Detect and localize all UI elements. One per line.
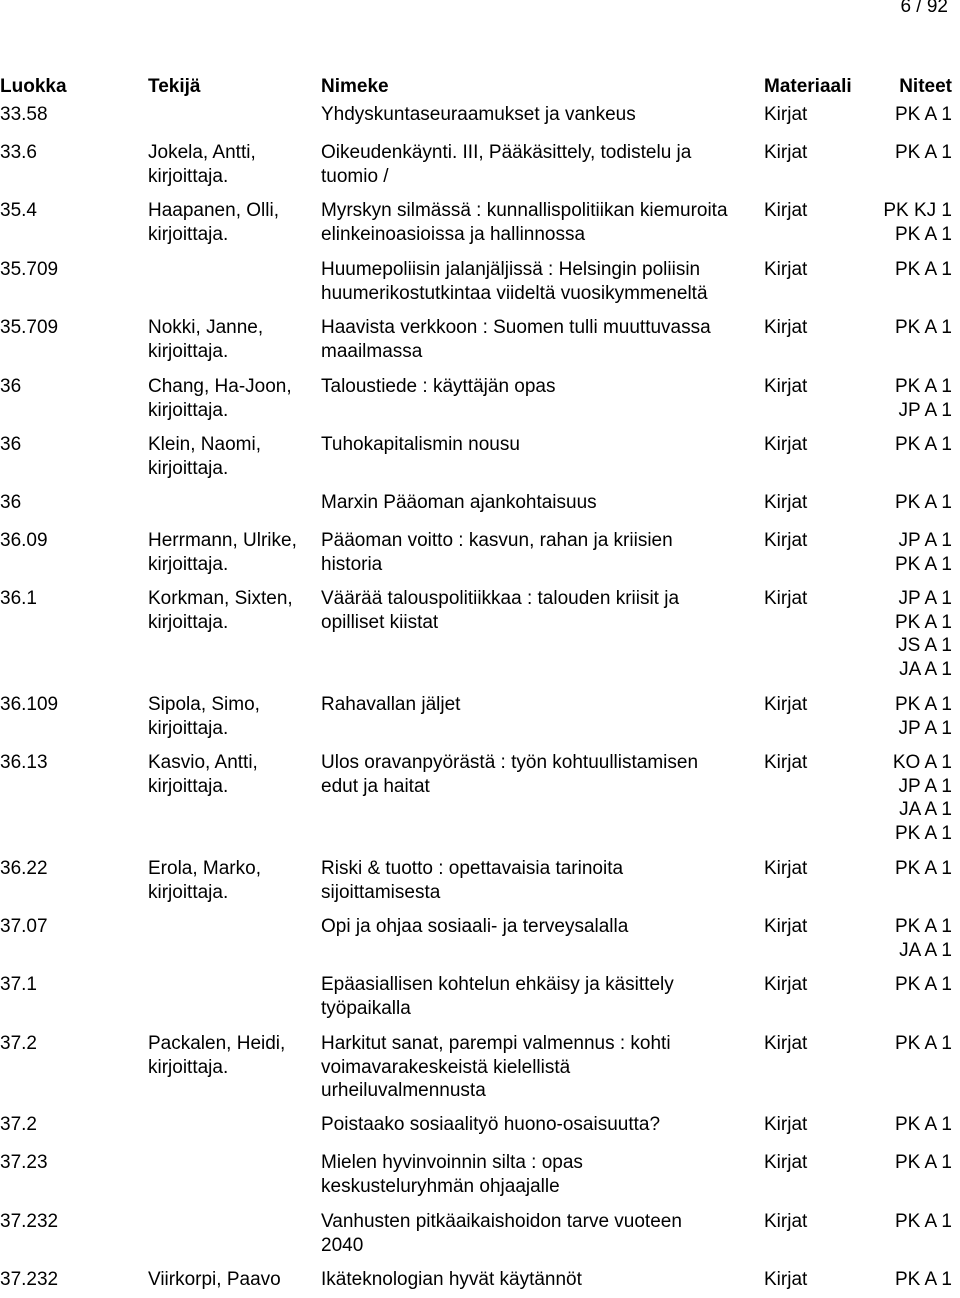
author-cell: Packalen, Heidi, kirjoittaja. [148, 1033, 286, 1078]
material-cell: Kirjat [764, 974, 808, 995]
class-cell: 37.1 [0, 974, 37, 995]
table-row [0, 199, 960, 245]
title-cell: Ulos oravanpyörästä : työn kohtuullistamisen edut ja haitat [321, 752, 699, 797]
table-row [0, 491, 960, 521]
title-cell: Ikäteknologian hyvät käytännöt [321, 1269, 582, 1290]
copies-cell: JP A 1 PK A 1 JS A 1 JA A 1 [894, 588, 952, 680]
class-cell: 36.109 [0, 694, 59, 715]
table-row [0, 857, 960, 903]
table-row [0, 258, 960, 304]
title-cell: Haavista verkkoon : Suomen tulli muuttuvassa maailmassa [321, 317, 711, 362]
table-row [0, 915, 960, 961]
class-cell: 37.07 [0, 916, 48, 937]
class-cell: 36.22 [0, 858, 48, 879]
material-cell: Kirjat [764, 858, 808, 879]
copies-cell: PK A 1 [894, 492, 952, 513]
author-cell: Sipola, Simo, kirjoittaja. [148, 694, 260, 739]
class-cell: 37.2 [0, 1114, 37, 1135]
table-row [0, 1032, 960, 1101]
copies-cell: PK A 1 [894, 434, 952, 455]
material-cell: Kirjat [764, 104, 808, 125]
class-cell: 33.6 [0, 142, 37, 163]
material-cell: Kirjat [764, 1114, 808, 1135]
material-cell: Kirjat [764, 259, 808, 280]
material-cell: Kirjat [764, 1033, 808, 1054]
class-cell: 36.13 [0, 752, 48, 773]
class-cell: 37.2 [0, 1033, 37, 1054]
material-cell: Kirjat [764, 916, 808, 937]
class-cell: 37.232 [0, 1269, 59, 1290]
copies-cell: PK A 1 [894, 974, 952, 995]
page-number: 6 / 92 [900, 0, 948, 17]
copies-cell: PK A 1 [894, 1152, 952, 1173]
material-cell: Kirjat [764, 376, 808, 397]
table-row [0, 103, 960, 133]
title-cell: Taloustiede : käyttäjän opas [321, 376, 556, 397]
class-cell: 36 [0, 434, 22, 455]
copies-cell: PK A 1 JP A 1 [894, 376, 952, 421]
author-cell: Viirkorpi, Paavo [148, 1269, 281, 1290]
title-cell: Vanhusten pitkäaikaishoidon tarve vuoteen 2040 [321, 1211, 682, 1256]
table-row [0, 693, 960, 739]
title-cell: Tuhokapitalismin nousu [321, 434, 520, 455]
author-cell: Erola, Marko, kirjoittaja. [148, 858, 261, 903]
table-row [0, 1210, 960, 1256]
material-cell: Kirjat [764, 530, 808, 551]
class-cell: 36 [0, 492, 22, 513]
author-cell: Chang, Ha-Joon, kirjoittaja. [148, 376, 292, 421]
copies-cell: PK A 1 [894, 1269, 952, 1290]
copies-cell: PK A 1 [894, 104, 952, 125]
title-cell: Opi ja ohjaa sosiaali- ja terveysalalla [321, 916, 629, 937]
copies-cell: JP A 1 PK A 1 [894, 530, 952, 575]
material-cell: Kirjat [764, 492, 808, 513]
material-cell: Kirjat [764, 752, 808, 773]
material-cell: Kirjat [764, 1152, 808, 1173]
title-cell: Marxin Pääoman ajankohtaisuus [321, 492, 597, 513]
title-cell: Huumepoliisin jalanjäljissä : Helsingin poliisin huumerikostutkintaa viideltä vuosikymmeneltä [321, 259, 708, 304]
header-nimeke: Nimeke [321, 76, 389, 97]
author-cell: Haapanen, Olli, kirjoittaja. [148, 200, 279, 245]
copies-cell: PK KJ 1 PK A 1 [883, 200, 952, 245]
copies-cell: PK A 1 [894, 259, 952, 280]
material-cell: Kirjat [764, 317, 808, 338]
class-cell: 35.709 [0, 317, 59, 338]
copies-cell: PK A 1 [894, 317, 952, 338]
copies-cell: PK A 1 [894, 1211, 952, 1232]
author-cell: Herrmann, Ulrike, kirjoittaja. [148, 530, 297, 575]
class-cell: 36.1 [0, 588, 37, 609]
author-cell: Jokela, Antti, kirjoittaja. [148, 142, 256, 187]
material-cell: Kirjat [764, 694, 808, 715]
table-row [0, 973, 960, 1019]
title-cell: Riski & tuotto : opettavaisia tarinoita sijoittamisesta [321, 858, 624, 903]
material-cell: Kirjat [764, 434, 808, 455]
class-cell: 35.4 [0, 200, 37, 221]
table-row [0, 751, 960, 844]
table-row [0, 141, 960, 187]
author-cell: Korkman, Sixten, kirjoittaja. [148, 588, 293, 633]
title-cell: Yhdyskuntaseuraamukset ja vankeus [321, 104, 636, 125]
copies-cell: PK A 1 JP A 1 [894, 694, 952, 739]
copies-cell: PK A 1 [894, 1033, 952, 1054]
author-cell: Nokki, Janne, kirjoittaja. [148, 317, 264, 362]
title-cell: Väärää talouspolitiikkaa : talouden kriisit ja opilliset kiistat [321, 588, 680, 633]
material-cell: Kirjat [764, 1269, 808, 1290]
class-cell: 36 [0, 376, 22, 397]
table-row [0, 587, 960, 680]
copies-cell: PK A 1 JA A 1 [894, 916, 952, 961]
copies-cell: PK A 1 [894, 142, 952, 163]
title-cell: Poistaako sosiaalityö huono-osaisuutta? [321, 1114, 661, 1135]
copies-cell: PK A 1 [894, 1114, 952, 1135]
class-cell: 36.09 [0, 530, 48, 551]
material-cell: Kirjat [764, 588, 808, 609]
class-cell: 33.58 [0, 104, 48, 125]
header-luokka: Luokka [0, 76, 67, 97]
author-cell: Klein, Naomi, kirjoittaja. [148, 434, 261, 479]
material-cell: Kirjat [764, 200, 808, 221]
table-row [0, 1113, 960, 1143]
title-cell: Epäasiallisen kohtelun ehkäisy ja käsittely työpaikalla [321, 974, 674, 1019]
material-cell: Kirjat [764, 1211, 808, 1232]
title-cell: Oikeudenkäynti. III, Pääkäsittely, todistelu ja tuomio / [321, 142, 692, 187]
table-row [0, 433, 960, 479]
title-cell: Pääoman voitto : kasvun, rahan ja kriisien historia [321, 530, 673, 575]
title-cell: Rahavallan jäljet [321, 694, 461, 715]
copies-cell: PK A 1 [894, 858, 952, 879]
class-cell: 37.232 [0, 1211, 59, 1232]
title-cell: Harkitut sanat, parempi valmennus : kohti voimavarakeskeistä kielellistä urheiluvalmennusta [321, 1033, 671, 1101]
author-cell: Kasvio, Antti, kirjoittaja. [148, 752, 258, 797]
table-row [0, 1151, 960, 1197]
header-materiaali: Materiaali [764, 76, 852, 97]
title-cell: Mielen hyvinvoinnin silta : opas keskusteluryhmän ohjaajalle [321, 1152, 583, 1197]
material-cell: Kirjat [764, 142, 808, 163]
header-tekija: Tekijä [148, 76, 201, 97]
table-row [0, 375, 960, 421]
title-cell: Myrskyn silmässä : kunnallispolitiikan kiemuroita elinkeinoasioissa ja hallinnossa [321, 200, 728, 245]
table-row [0, 316, 960, 362]
header-niteet: Niteet [899, 76, 952, 97]
table-row [0, 529, 960, 575]
class-cell: 37.23 [0, 1152, 48, 1173]
table-header [0, 75, 960, 105]
class-cell: 35.709 [0, 259, 59, 280]
copies-cell: KO A 1 JP A 1 JA A 1 PK A 1 [892, 752, 952, 844]
